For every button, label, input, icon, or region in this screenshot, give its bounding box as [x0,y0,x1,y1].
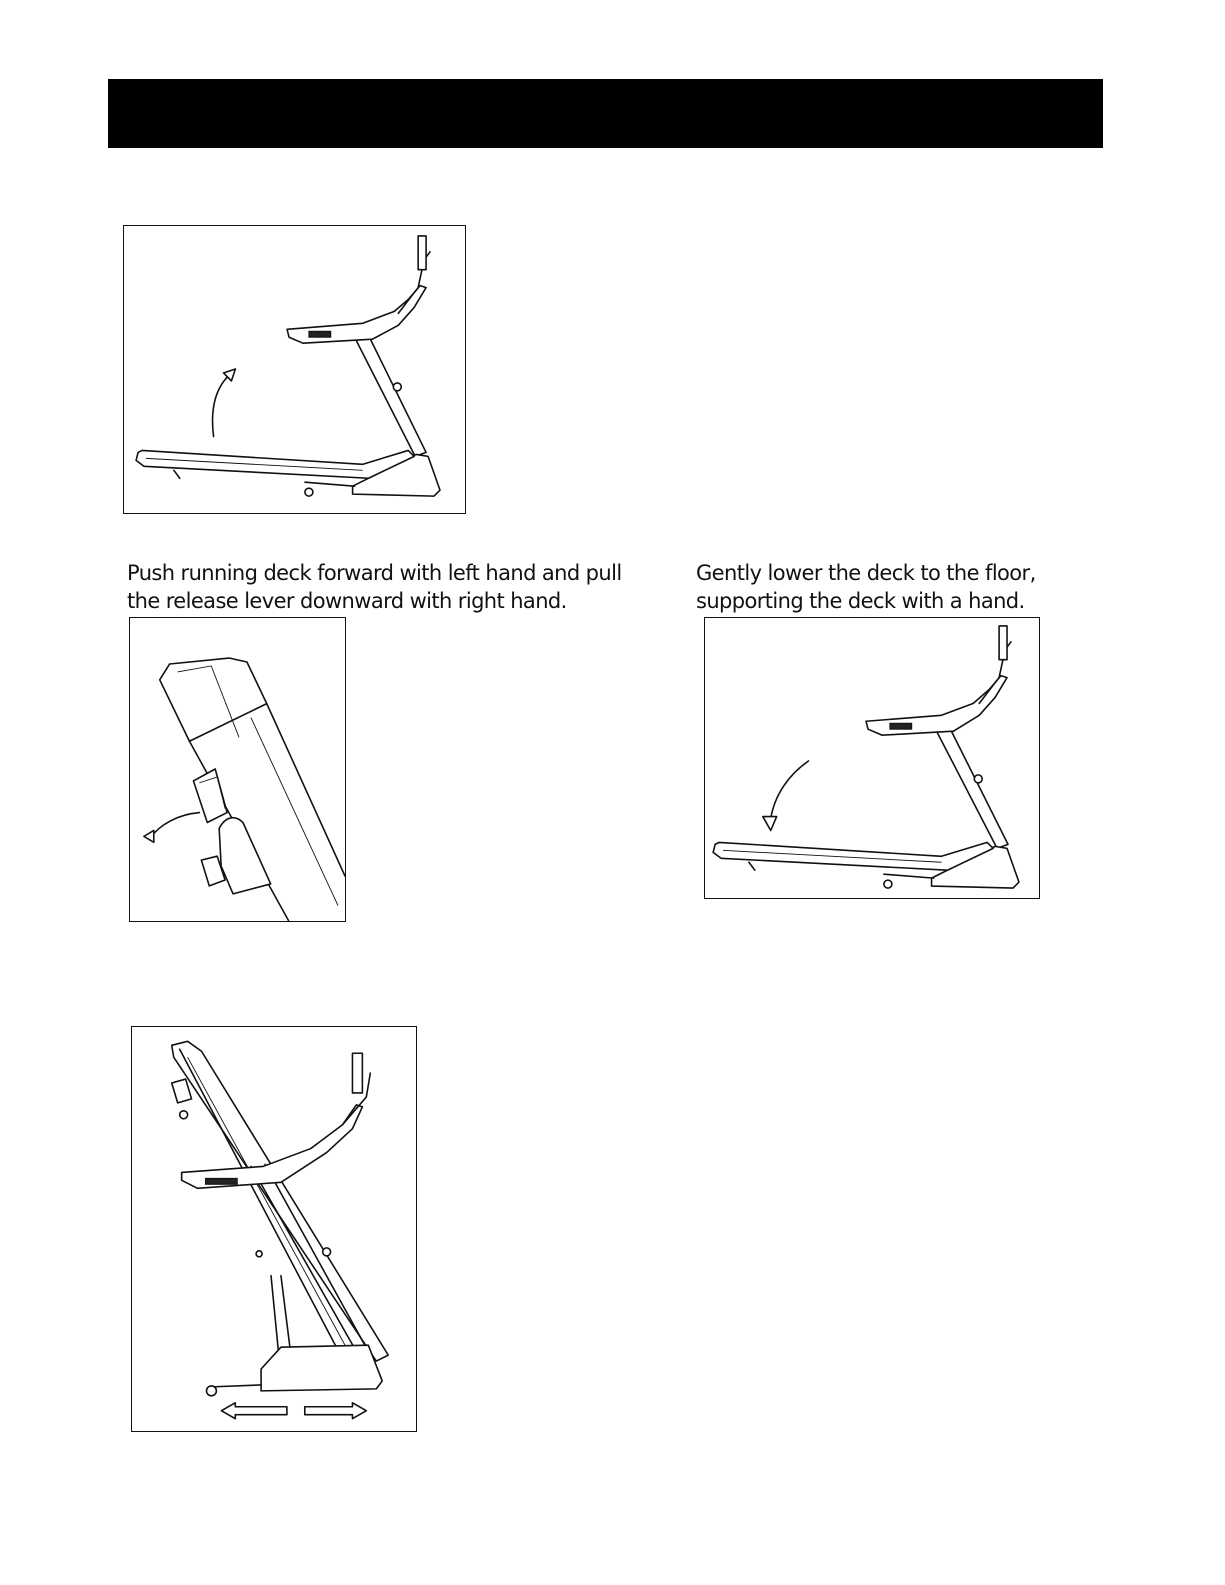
treadmill-unfolding-illustration [124,226,465,513]
treadmill-lowering-illustration [705,618,1039,898]
left-right-arrows-icon [221,1403,366,1419]
figure-treadmill-lower [704,617,1040,899]
step-caption: Push running deck forward with left hand and pull the release lever downward with right hand. [127,561,622,613]
figure-treadmill-folded [131,1026,417,1432]
curved-up-arrow-icon [213,369,236,437]
header-bar [108,79,1103,148]
step-caption: Gently lower the deck to the floor, supporting the deck with a hand. [696,561,1036,613]
curved-down-arrow-icon [763,761,809,831]
figure-release-lever [129,617,346,922]
curved-left-arrow-icon [144,813,199,843]
treadmill-folded-illustration [132,1027,416,1431]
figure-treadmill-raise [123,225,466,514]
release-lever-closeup-illustration [130,618,345,921]
